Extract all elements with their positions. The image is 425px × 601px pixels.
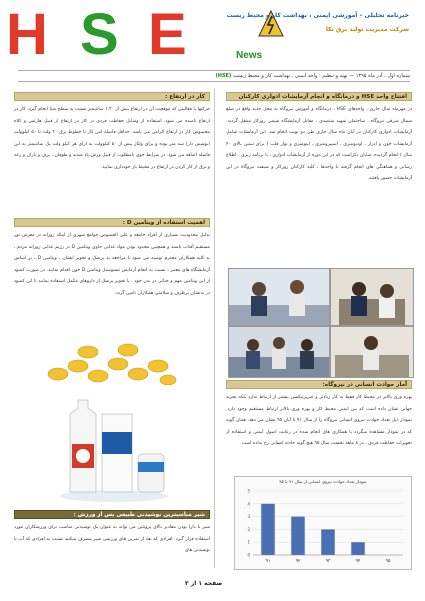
issue-bar (18, 70, 410, 82)
photo-clinic-1 (228, 268, 330, 326)
chart-bar (351, 542, 365, 555)
chart-bar (261, 504, 275, 555)
milk-image (58, 392, 170, 504)
section-text-accidents: بهره وری بالاتر در محیط کار فقط به کار زیادتر و غیرپربیکسن بیشتر از ارتباط ندارد بلکه تجربه جهانی نشان داده است که بین ایمنی محیط کار و بهره وری بالاتر ارتباط مستقیم وجود دارد. نمودار ذیل تعداد حوادث نیروی انسانی نیروگاه را از سال ۹۱ تا آبان ۹۵ نشان می دهد. همان گونه که در نمودار مشاهده میگردد با همکاری های انجام شده در رعایت اصول ایمنی و استفاده از تجهیزات حفاظت فردی ، در ۸ ماهه نخست سال ۹۵ هیچ گونه حادثه انسانی رخ نداده است. (226, 395, 412, 446)
chart-xtick-label: ۹۱ (265, 559, 271, 564)
section-text-height-work: حرکتها یا فعالیتی که موقعیت آن در ارتفاع بیش از ۱.۲۰ سانتیمتر نسبت به سطح مبنا انجام گیرد، کار در ارتفاع نامیده می شود. استفاده از وسایل حفاظت فردی در کار در ارتفاع از قبیل هارنس و کلاه مخصوص کار در ارتفاع الزامی می باشد. حداقل فاصله امن کار تا خطوط برق ۲۰ ولت تا ۵۰ کیلوولت (بوشش دار) سه متر بوده و برای ولتاژ بیش از ۵۰ کیلوولت به ازای هر کیلو ولت یک سانتیمتر به این فاصله اضافه می شود. در شرایط جوی نامطلوب از قبیل وزش باد شدید و طوفان ، برف و باران و رعد و برق از کار کردن در ارتفاع در محیط باز خودداری نمایید. (14, 107, 210, 170)
section-title-hse-unit: افتتاح واحد HSE و درمانگاه و انجام آزمایشات ادواری کارکنان (226, 92, 412, 101)
news-label: News (236, 50, 263, 61)
section-text-hse-unit: در مهرماه سال جاری ، واحدهای HSE ، درمانگاه و آموزش نیروگاه به محل جدید واقع در ضلع شمال شرقی نیروگاه ، ساختمان شهید منتصدی ، مقابل آزمایشگاه شیمی روزکار منتقل گردید. آزمایشات ادواری کارکنان در آبان ماه سال جاری طی دو نوبت انجام شد. این آزمایشات شامل آزمایشات خون و ادرار ، اودیومتری ، اسپیرومتری ، اپتومتری و نوار قلب ( برای سنین بالای ۴۰ سال ) انجام گردیده. شایان ذکراست که در این دوره از آزمایشات ادواری ، با برنامه ریزی ، اطلاع رسانی و هماهنگی های انجام گرفته با واحدها ، کلیه کارکنان روزکار و شیفت نیروگاه در این آزمایشات حضور یافتند. (226, 107, 412, 181)
chart-bar (321, 529, 335, 555)
chart-ytick-label: 3 (247, 514, 250, 520)
hse-logo (6, 2, 256, 67)
section-title-accidents: آمار حوادث انسانی در نیروگاه: (226, 380, 412, 389)
photo-milk-products (58, 392, 170, 504)
page-number: صفحه ۱ از ۲ (185, 580, 223, 587)
section-title-milk: شیر مناسبترین نوشیدنی طبیعی پس از ورزش : (14, 510, 210, 519)
chart-ytick-label: 0 (247, 552, 250, 558)
column-divider (214, 88, 215, 568)
chart-xtick-label: ۹۲ (295, 559, 301, 564)
photo-vitamin-capsules (44, 336, 178, 388)
photo-clinic-3 (228, 326, 330, 378)
header-title-line1: خبرنامه تحلیلی – آموزشی ایمنی ، بهداشت کار و محیط زیست (226, 12, 409, 19)
logo-letter-h: H (6, 2, 46, 67)
photo-clinic-2-image (331, 269, 413, 325)
issue-text: شماره اول ، آذر ماه ۱۳۹۵ — تهیه و تنظیم : واحد ایمنی ، بهداشت کار و محیط زیست (232, 73, 410, 79)
photo-clinic-4-image (331, 327, 413, 377)
logo-letter-s: S (80, 2, 117, 67)
photo-clinic-3-image (229, 327, 329, 377)
chart-plot (235, 485, 411, 569)
accident-chart (234, 476, 412, 570)
logo-letter-e: E (148, 2, 185, 67)
section-title-height-work: کار در ارتفاع : (14, 92, 210, 101)
issue-tag: (HSE) (215, 73, 232, 79)
photo-clinic-4 (330, 326, 414, 378)
chart-ytick-label: 2 (247, 526, 250, 532)
photo-clinic-1-image (229, 269, 329, 325)
chart-ytick-label: 1 (247, 539, 250, 545)
chart-ytick-label: 4 (247, 501, 250, 507)
section-title-vitamin-d: اهمیت استفاده از ویتامین D : (14, 218, 210, 227)
chart-xtick-label: ۹۵ (385, 559, 391, 564)
capsules-image (44, 336, 178, 388)
chart-xtick-label: ۹۴ (355, 559, 361, 564)
chart-ytick-label: 5 (247, 488, 250, 494)
chart-caption: نمودار تعداد حوادث نیروی انسانی از سال ۹۱ تا ۹۵ (279, 479, 367, 484)
chart-xtick-label: ۹۳ (325, 559, 331, 564)
chart-bar (291, 517, 305, 555)
header-title-line2: شرکت مدیریت تولید برق نکا (325, 26, 409, 33)
section-text-milk: شیر با دارا بودن مقادیر بالای پروتئین می تواند به عنوان یک نوشیدنی مناسب برای ورزشکاران مورد استفاده قرار گیرد. افرادی که بعد از تمرین های ورزشی شیر مصرف میکنند نسبت به افرادی که آب یا نوشیدنی های (14, 525, 210, 553)
photo-clinic-2 (330, 268, 414, 326)
section-text-vitamin-d: بدلیل محدودیت بسیاری از افراد جامعه و علی الخصوص جوامع شهری از اینکه روزانه در معرض نور مستقیم آفتاب باشند و همچنین محدود بودن مواد غذایی حاوی ویتامین D در رژیم غذایی روزانه مردم ، به کلیه همکاران محترم توصیه می شود با مراجعه به پزشک و تجویز ایشان ، ویتامین D ، بر اساس آزمایشگاه های معتبر ، نسبت به انجام آزمایش تستوستل ویتامین D خون اقدام نمایند. در صورت کمبود از این ویتامین مهم و حیاتی در بدن خود ، با تجویز پزشک از داروهای مکمل استفاده نمایند تا این کمبود در بدنشان برطرف و سلامتی همکاران تامین گردد. (14, 233, 210, 296)
